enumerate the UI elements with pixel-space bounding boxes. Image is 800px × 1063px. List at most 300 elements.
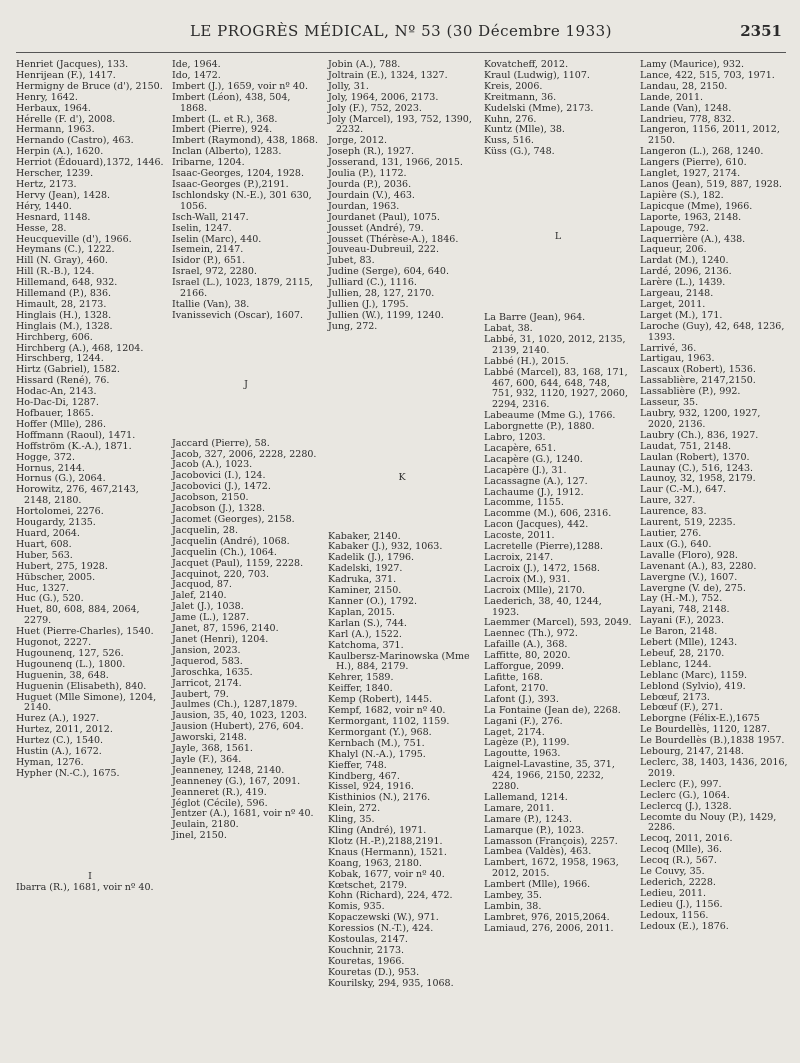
index-entry: Kouchnir, 2173. [328, 945, 405, 956]
index-entry: Larget (M.), 171. [640, 309, 723, 321]
index-entry: Hinglais (M.), 1328. [16, 320, 113, 332]
index-entry: Isch-Wall, 2147. [172, 211, 249, 223]
index-entry: Larrivé, 36. [640, 342, 697, 354]
index-entry: Lapouge, 792. [640, 222, 709, 234]
index-entry: Kadelik (J.), 1796. [328, 552, 415, 564]
index-entry: Laurent, 519, 2235. [640, 517, 736, 529]
index-entry: Kempf, 1682, voir nº 40. [328, 705, 446, 717]
index-entry: Imbert (J.), 1659, voir nº 40. [172, 80, 309, 92]
index-entry: Jullien (W.), 1199, 1240. [328, 309, 444, 321]
index-entry: Kabaker (J.), 932, 1063. [328, 541, 443, 553]
index-entry: Joltrain (E.), 1324, 1327. [328, 69, 448, 81]
index-entry: Lambey, 35. [484, 890, 542, 902]
index-entry: Labro, 1203. [484, 432, 546, 444]
index-entry: Hypher (N.-C.), 1675. [16, 767, 120, 779]
index-entry: Laennec (Th.), 972. [484, 628, 578, 640]
index-entry: Lagèze (P.), 1199. [484, 737, 570, 749]
index-entry: Lafont, 2170. [484, 682, 549, 694]
index-entry: Lacapère, 651. [484, 442, 557, 454]
index-entry: Hill (R.-B.), 124. [16, 266, 95, 278]
index-entry: Lacroix (M.), 931. [484, 573, 571, 585]
index-entry: Hornus (G.), 2064. [16, 473, 106, 485]
index-entry: Kuhn, 276. [484, 113, 537, 125]
index-entry: Kisthinios (N.), 2176. [328, 792, 431, 804]
index-entry: Kehrer, 1589. [328, 672, 394, 684]
index-entry: Laignel-Lavastine, 35, 371, 424, 1966, 2150, 2232, 2280. [484, 759, 615, 793]
index-entry: Jacquod, 87. [172, 579, 232, 591]
index-entry: Kermorgant (Y.), 968. [328, 726, 432, 738]
index-entry: Jung, 272. [328, 320, 378, 332]
section-letter: L [554, 231, 562, 243]
index-entry: Lederich, 2228. [640, 876, 716, 888]
index-entry: Kernbach (M.), 751. [328, 737, 425, 749]
index-entry: Kadruka, 371. [328, 574, 397, 586]
index-entry: Lascaux (Robert), 1536. [640, 364, 756, 376]
index-entry: Isemein, 2147. [172, 244, 244, 256]
index-entry: Hirchberg (A.), 468, 1204. [16, 342, 144, 354]
index-entry: Lafaille (A.), 368. [484, 639, 568, 651]
index-entry: Hernando (Castro), 463. [16, 135, 134, 147]
index-entry: Hurtez, 2011, 2012. [16, 724, 113, 736]
index-entry: Lavenant (A.), 83, 2280. [640, 560, 757, 572]
index-entry: Hortolomei, 2276. [16, 506, 104, 518]
index-entry: Herbaux, 1964. [16, 102, 91, 114]
index-entry: Henriet (Jacques), 133. [16, 59, 129, 70]
index-entry: Jacobovici (J.), 1472. [172, 481, 271, 493]
index-entry: Hesse, 28. [16, 222, 67, 234]
index-column-5 [640, 60, 788, 933]
index-entry: Israel (L.), 1023, 1879, 2115, 2166. [172, 277, 313, 300]
index-entry: Lacapère (J.), 31. [484, 464, 567, 476]
index-entry: Hirschberg, 1244. [16, 353, 104, 365]
index-entry: Jacomet (Georges), 2158. [172, 514, 295, 525]
index-entry: Huguenin, 38, 648. [16, 669, 109, 681]
index-entry: Kabaker, 2140. [328, 530, 401, 542]
index-entry: La Fontaine (Jean de), 2268. [484, 704, 621, 716]
index-entry: Laquerrière (A.), 438. [640, 233, 746, 245]
index-entry: Leclerc, 38, 1403, 1436, 2016, 2019. [640, 757, 788, 779]
index-entry: Jorge, 2012. [328, 135, 388, 147]
index-entry: Kreitmann, 36. [484, 91, 557, 103]
index-entry: Hugounenq (L.), 1800. [16, 658, 126, 670]
index-entry: Lavergne (V. de), 275. [640, 582, 746, 594]
index-entry: Lecoq, 2011, 2016. [640, 833, 733, 845]
index-entry: Laemmer (Marcel), 593, 2049. [484, 617, 632, 629]
index-entry: Jourda (P.), 2036. [328, 178, 412, 190]
index-entry: Langeron (L.), 268, 1240. [640, 146, 764, 158]
index-column-1 [16, 60, 164, 894]
index-entry: Lande, 2011. [640, 91, 704, 103]
index-entry: Janet (Henri), 1204. [172, 633, 269, 645]
index-entry: Hodac-An, 2143. [16, 386, 97, 398]
index-entry: Karl (A.), 1522. [328, 628, 402, 640]
index-entry: Laurence, 83. [640, 506, 707, 518]
index-entry: Labbé (H.), 2015. [484, 355, 569, 367]
index-entry: Jaulmes (Ch.), 1287,1879. [172, 699, 298, 711]
index-entry: Kourilsky, 294, 935, 1068. [328, 977, 454, 989]
index-entry: Leclerc (F.), 997. [640, 778, 722, 790]
index-entry: Ledieu (J.), 1156. [640, 898, 723, 910]
index-entry: Launay (C.), 516, 1243. [640, 462, 754, 474]
page-header [16, 22, 786, 44]
index-entry: Jaubert, 79. [172, 688, 229, 700]
index-entry: Leclerc (G.), 1064. [640, 789, 730, 801]
index-entry: Le Bourdellès, 1120, 1287. [640, 724, 771, 736]
index-entry: Huard, 2064. [16, 527, 80, 539]
index-entry: Leborgne (Félix-E.),1675 [640, 713, 760, 725]
index-entry: Jéglot (Cécile), 596. [172, 797, 268, 809]
index-entry: Kling, 35. [328, 814, 375, 826]
index-entry: Kœtschet, 2179. [328, 879, 408, 891]
index-entry: Joly (F.), 752, 2023. [328, 102, 422, 114]
index-entry: Lacomme (M.), 606, 2316. [484, 508, 612, 520]
index-entry: Lambret, 976, 2015,2064. [484, 911, 610, 923]
index-entry: Jouveau-Dubreuil, 222. [328, 244, 439, 256]
index-entry: Lassablière (P.), 992. [640, 386, 741, 398]
index-entry: Ho-Dac-Di, 1287. [16, 397, 99, 409]
index-entry: Jullien, 28, 127, 2170. [328, 288, 435, 300]
index-entry: Jausion (Hubert), 276, 604. [172, 721, 304, 733]
index-entry: Lande (Van), 1248. [640, 102, 732, 114]
index-entry: Joly (Marcel), 193, 752, 1390, 2232. [328, 113, 472, 136]
index-entry: Hirchberg, 606. [16, 331, 93, 343]
index-entry: Lacroix, 2147. [484, 552, 554, 563]
index-entry: Lapicque (Mme), 1966. [640, 200, 753, 212]
index-entry: Herpin (A.), 1620. [16, 146, 104, 158]
index-entry: Laubry, 932, 1200, 1927, 2020, 2136. [640, 408, 761, 430]
index-entry: Hubert, 275, 1928. [16, 560, 108, 572]
index-entry: Leblanc (Marc), 1159. [640, 669, 748, 681]
index-entry: Launoy, 32, 1958, 2179. [640, 473, 756, 485]
index-entry: Hoffer (Mlle), 286. [16, 418, 106, 430]
index-entry: Lecomte du Nouy (P.), 1429, 2286. [640, 811, 777, 834]
index-entry: Lardat (M.), 1240. [640, 255, 729, 267]
index-entry: Lambert, 1672, 1958, 1963, 2012, 2015. [484, 857, 619, 880]
index-entry: Lamy (Maurice), 932. [640, 59, 745, 70]
index-entry: Laget, 2174. [484, 726, 545, 738]
index-entry: Kissel, 924, 1916. [328, 781, 414, 793]
index-entry: Landrieu, 778, 832. [640, 113, 735, 125]
index-entry: Hustin (A.), 1672. [16, 746, 102, 758]
index-entry: Leclercq (J.), 1328. [640, 800, 732, 812]
index-entry: Karlan (S.), 744. [328, 617, 407, 629]
index-entry: Joseph (R.), 1927. [328, 146, 415, 158]
index-entry: Lacretelle (Pierre),1288. [484, 541, 604, 553]
index-entry: Laur (C.-M.), 647. [640, 484, 727, 496]
index-entry: Huart, 608. [16, 538, 72, 550]
index-entry: Jacquinot, 220, 703. [172, 568, 270, 580]
index-entry: Kouretas (D.), 953. [328, 966, 420, 978]
index-entry: Huc, 1327. [16, 582, 69, 594]
index-entry: Langeron, 1156, 2011, 2012, 2150. [640, 124, 780, 147]
index-entry: Lavalle (Floro), 928. [640, 549, 738, 561]
index-entry: Jentzer (A.), 1681, voir nº 40. [172, 808, 314, 820]
index-entry: Jacobovici (I.), 124. [172, 470, 266, 482]
index-entry: Jacobson, 2150. [172, 492, 249, 504]
index-entry: Lacomme, 1155. [484, 497, 564, 509]
index-entry: Labat, 38. [484, 322, 533, 334]
index-entry: Isaac-Georges (P.),2191. [172, 178, 289, 190]
index-entry: Lafont (J.), 393. [484, 693, 559, 705]
index-entry: Kadelski, 1927. [328, 563, 403, 575]
index-entry: Larget, 2011. [640, 298, 706, 310]
index-entry: Jame (L.), 1287. [172, 612, 250, 624]
index-entry: Jourdain (V.), 463. [328, 189, 415, 201]
index-entry: Hervy (Jean), 1428. [16, 189, 111, 201]
index-entry: Jacobson (J.), 1328. [172, 503, 266, 515]
index-entry: Laulan (Robert), 1370. [640, 451, 750, 463]
index-entry: Laroche (Guy), 42, 648, 1236, 1393. [640, 320, 785, 343]
index-entry: Hinglais (H.), 1328. [16, 309, 112, 321]
index-entry: Lambea (Valdès), 463. [484, 846, 592, 858]
index-entry: Labbé, 31, 1020, 2012, 2135, 2139, 2140. [484, 333, 626, 356]
index-entry: Le Baron, 2148. [640, 626, 718, 638]
index-entry: Lamare (P.), 1243. [484, 813, 572, 825]
index-entry: Laure, 327. [640, 495, 696, 507]
index-entry: Kermorgant, 1102, 1159. [328, 715, 450, 727]
index-entry: Kreis, 2006. [484, 80, 543, 92]
index-entry: Hübscher, 2005. [16, 571, 96, 583]
index-entry: Lecoq (Mlle), 36. [640, 844, 723, 856]
index-entry: Lance, 422, 515, 703, 1971. [640, 69, 775, 81]
index-entry: Lautier, 276. [640, 527, 702, 539]
index-entry: Iribarne, 1204. [172, 157, 245, 169]
index-entry: Huet, 80, 608, 884, 2064, 2279. [16, 604, 140, 627]
index-entry: Horowitz, 276, 467,2143, 2148, 2180. [16, 484, 139, 507]
index-entry: Herriot (Édouard),1372, 1446. [16, 157, 164, 169]
index-entry: Lamarque (P.), 1023. [484, 824, 585, 836]
index-entry: Itallie (Van), 38. [172, 298, 250, 310]
index-entry: Jeanneney (G.), 167, 2091. [172, 775, 301, 787]
index-column-4 [484, 60, 632, 935]
index-entry: Herscher, 1239. [16, 168, 94, 180]
index-entry: Le Couvy, 35. [640, 866, 705, 878]
index-entry: Héry, 1440. [16, 200, 72, 212]
index-entry: Kuntz (Mlle), 38. [484, 124, 565, 136]
index-entry: Imbert (L. et R.), 368. [172, 113, 278, 125]
section-letter: J [244, 378, 248, 390]
index-entry: Kaminer, 2150. [328, 585, 402, 597]
index-entry: Lafitte, 168. [484, 671, 543, 683]
index-entry: Jacquet (Paul), 1159, 2228. [172, 557, 304, 569]
index-entry: Himault, 28, 2173. [16, 298, 107, 310]
index-entry: Kobak, 1677, voir nº 40. [328, 868, 445, 880]
index-entry: Hillemand (P.), 836. [16, 288, 112, 300]
index-entry: Jolly, 31. [328, 80, 369, 92]
index-entry: Ivanissevich (Oscar), 1607. [172, 309, 304, 321]
index-entry: Huet (Pierre-Charles), 1540. [16, 626, 154, 638]
index-entry: Israel, 972, 2280. [172, 266, 257, 278]
index-entry: Laporte, 1963, 2148. [640, 211, 742, 223]
index-entry: Koang, 1963, 2180. [328, 857, 422, 869]
index-entry: Jacquelin (André), 1068. [172, 535, 290, 547]
index-entry: Larère (L.), 1439. [640, 277, 726, 289]
index-entry: Hugounenq, 127, 526. [16, 647, 124, 659]
index-entry: Huguenin (Elisabeth), 840. [16, 680, 147, 692]
index-entry: Hurtez (C.), 1540. [16, 735, 104, 747]
index-entry: Julliard (C.), 1116. [328, 277, 417, 289]
page-number: 2351 [740, 22, 782, 40]
index-entry: Josserand, 131, 1966, 2015. [328, 157, 463, 169]
index-entry: Lebourg, 2147, 2148. [640, 746, 744, 758]
index-entry: Heymans (C.), 1222. [16, 244, 115, 256]
index-entry: Ischlondsky (N.-E.), 301 630, 1056. [172, 189, 312, 212]
index-entry: Jobin (A.), 788. [328, 59, 401, 70]
index-entry: Kindberg, 467. [328, 770, 400, 782]
index-entry: Inclan (Alberto), 1283. [172, 146, 282, 158]
index-entry: Jeanneret (R.), 419. [172, 786, 267, 798]
index-column-3 [328, 60, 476, 990]
index-entry: Jausion, 35, 40, 1023, 1203. [172, 710, 308, 722]
index-entry: Judine (Serge), 604, 640. [328, 266, 449, 278]
index-entry: Lamare, 2011. [484, 802, 555, 814]
index-entry: Jousset (André), 79. [328, 222, 424, 234]
index-entry: Kieffer, 748. [328, 759, 387, 771]
index-entry: Imbert (Raymond), 438, 1868. [172, 135, 318, 147]
index-entry: Henrijean (F.), 1417. [16, 69, 116, 81]
index-entry: Hillemand, 648, 932. [16, 277, 118, 289]
index-entry: Jourdan, 1963. [328, 200, 400, 212]
index-entry: Lebeuf, 28, 2170. [640, 647, 725, 659]
journal-title: LE PROGRÈS MÉDICAL, Nº 53 (30 Décembre 1933) [189, 22, 613, 40]
index-entry: Laux (G.), 640. [640, 538, 712, 550]
index-entry: Joly, 1964, 2006, 2173. [328, 91, 439, 103]
index-entry: Kostoulas, 2147. [328, 934, 408, 946]
index-entry: Laffitte, 80, 2020. [484, 650, 571, 662]
index-entry: Lacapère (G.), 1240. [484, 453, 583, 465]
index-entry: Ledoux, 1156. [640, 909, 709, 921]
index-entry: Hyman, 1276. [16, 757, 84, 768]
index-entry: Jaccard (Pierre), 58. [172, 437, 270, 449]
index-entry: Labeaume (Mme G.), 1766. [484, 410, 616, 422]
index-entry: Imbert (Pierre), 924. [172, 124, 273, 136]
index-entry: Hornus, 2144. [16, 462, 85, 474]
index-entry: Koressios (N.-T.), 424. [328, 923, 434, 935]
index-entry: Lavergne (V.), 1607. [640, 571, 738, 583]
index-entry: Jarricot, 2174. [172, 677, 242, 689]
index-entry: Hermann, 1963. [16, 124, 95, 136]
index-entry: Kemp (Robert), 1445. [328, 694, 433, 706]
section-letter: K [398, 471, 406, 483]
index-entry: Hugonot, 2227. [16, 637, 92, 649]
index-entry: Lagani (F.), 276. [484, 715, 563, 727]
index-entry: Lacroix (J.), 1472, 1568. [484, 562, 600, 574]
section-letter: I [88, 870, 92, 882]
index-entry: Ido, 1472. [172, 69, 221, 81]
index-entry: Isidor (P.), 651. [172, 255, 246, 267]
index-entry: Leblanc, 1244. [640, 658, 712, 670]
index-entry: Lapière (S.), 182. [640, 189, 724, 201]
index-entry: Jayle, 368, 1561. [172, 743, 253, 755]
index-entry: Langers (Pierre), 610. [640, 157, 747, 169]
index-entry: Lebert (Mlle), 1243. [640, 637, 738, 649]
index-entry: Lartigau, 1963. [640, 353, 715, 365]
index-entry: Ibarra (R.), 1681, voir nº 40. [16, 881, 154, 893]
index-entry: Huc (G.), 520. [16, 593, 84, 605]
index-entry: Jourdanet (Paul), 1075. [328, 211, 440, 223]
index-entry: Hérelle (F. d'), 2008. [16, 113, 116, 125]
index-entry: Lecoq (R.), 567. [640, 855, 717, 867]
index-entry: Laudat, 751, 2148. [640, 440, 732, 452]
index-entry: Jansion, 2023. [172, 644, 241, 656]
index-entry: Lachaume (J.), 1912. [484, 486, 584, 498]
index-entry: Kaplan, 2015. [328, 606, 395, 618]
index-entry: Hertz, 2173. [16, 178, 77, 190]
index-entry: Heucqueville (d'), 1966. [16, 233, 132, 245]
index-entry: Ledieu, 2011. [640, 887, 707, 899]
index-entry: Hesnard, 1148. [16, 211, 91, 223]
index-entry: Laederich, 38, 40, 1244, 1923. [484, 595, 602, 618]
index-entry: Labbé (Marcel), 83, 168, 171, 467, 600, 644, 648, 748, 751, 932, 1120, 1927, 2060, 2294, 2316. [484, 366, 628, 411]
index-entry: Lambert (Mlle), 1966. [484, 879, 591, 891]
index-entry: Lambin, 38. [484, 901, 542, 912]
index-entry: Laubry (Ch.), 836, 1927. [640, 429, 759, 441]
index-entry: Kaulbersz-Marinowska (Mme H.), 884, 2179. [328, 650, 470, 673]
index-entry: Janet, 87, 1596, 2140. [172, 623, 279, 635]
index-entry: Knaus (Hermann), 1521. [328, 846, 447, 858]
index-entry: Leblond (Sylvio), 419. [640, 680, 746, 692]
index-entry: Jacob (A.), 1023. [172, 459, 253, 471]
index-entry: Khalyl (N.-A.), 1795. [328, 748, 426, 760]
index-column-2 [172, 60, 320, 842]
index-entry: Jacquelin, 28. [172, 524, 238, 536]
index-entry: Lamasson (François), 2257. [484, 835, 618, 847]
index-entry: Keiffer, 1840. [328, 683, 393, 695]
index-entry: Jousset (Thérèse-A.), 1846. [328, 233, 459, 245]
index-entry: Langlet, 1927, 2174. [640, 168, 741, 180]
index-entry: Huguet (Mlle Simone), 1204, 2140. [16, 691, 157, 714]
index-entry: Lacoste, 2011. [484, 530, 555, 542]
index-entry: Lebœuf (F.), 271. [640, 702, 723, 714]
index-entry: Hogge, 372. [16, 451, 75, 463]
index-entry: Kudelski (Mme), 2173. [484, 102, 594, 114]
index-entry: Lallemand, 1214. [484, 791, 568, 803]
index-entry: Jubet, 83. [328, 255, 375, 267]
index-entry: Layani (F.), 2023. [640, 615, 724, 627]
index-entry: Isaac-Georges, 1204, 1928. [172, 168, 304, 180]
header-rule [16, 52, 786, 53]
index-entry: Kanner (O.), 1792. [328, 596, 418, 607]
index-entry: Katchoma, 371. [328, 639, 404, 651]
index-entry: Jaroschka, 1635. [172, 666, 253, 678]
index-entry: Hissard (René), 76. [16, 375, 110, 387]
index-entry: Huber, 563. [16, 549, 73, 561]
index-entry: Landau, 28, 2150. [640, 80, 728, 92]
index-entry: Hirtz (Gabriel), 1582. [16, 364, 120, 376]
index-entry: Iselin (Marc), 440. [172, 233, 262, 245]
index-entry: Jacob, 327, 2006, 2228, 2280. [172, 448, 317, 460]
index-entry: Lanos (Jean), 519, 887, 1928. [640, 178, 782, 190]
index-entry: Lardé, 2096, 2136. [640, 266, 732, 278]
index-entry: Henry, 1642. [16, 91, 78, 103]
index-entry: Ide, 1964. [172, 59, 221, 70]
index-entry: Lafforgue, 2099. [484, 661, 565, 673]
index-entry: Hill (N. Gray), 460. [16, 255, 108, 267]
index-entry: Lacon (Jacques), 442. [484, 519, 589, 531]
index-entry: Joulia (P.), 1172. [328, 168, 407, 180]
index-entry: Lebœuf, 2173. [640, 691, 710, 703]
index-entry: Lacassagne (A.), 127. [484, 475, 588, 487]
index-entry: Klein, 272. [328, 803, 381, 815]
index-entry: Le Bourdellès (B.),1838 1957. [640, 735, 785, 747]
index-entry: Hoffström (K.-A.), 1871. [16, 440, 132, 452]
index-entry: Lacroix (Mlle), 2170. [484, 584, 586, 596]
index-entry: Jaquerod, 583. [172, 655, 243, 667]
index-entry: Hermigny de Bruce (d'), 2150. [16, 80, 163, 92]
index-entry: Kovatcheff, 2012. [484, 59, 569, 70]
index-entry: Klotz (H.-P.),2188,2191. [328, 835, 443, 847]
index-entry: Jalet (J.), 1038. [172, 601, 244, 613]
